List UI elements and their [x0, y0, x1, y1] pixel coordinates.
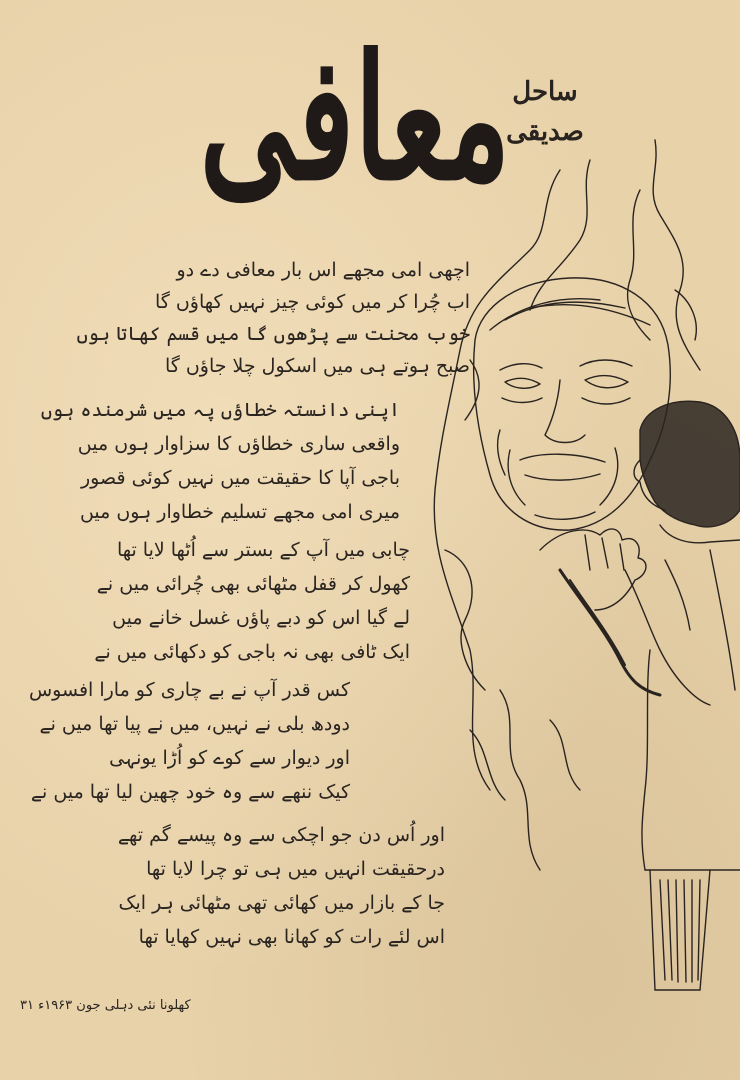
poem-line: درحقیقت انہیں میں ہی تو چرا لایا تھا: [146, 858, 445, 880]
poem-line: اور اُس دن جو اچکی سے وہ پیسے گم تھے: [117, 824, 445, 846]
page-footer: کھلونا نئی دہلی جون ۱۹۶۳ء ۳۱: [20, 998, 191, 1013]
poem-title: معافی: [199, 16, 511, 218]
poem-line: صبح ہوتے ہی میں اسکول چلا جاؤں گا: [164, 355, 470, 377]
poem-line: ایک ٹافی بھی نہ باجی کو دکھائی میں نے: [94, 641, 410, 663]
poem-line: کھول کر قفل مٹھائی بھی چُرائی میں نے: [96, 573, 410, 595]
poem-line: لے گیا اس کو دبے پاؤں غسل خانے میں: [112, 607, 410, 629]
poem-line: باجی آپا کا حقیقت میں نہیں کوئی قصور: [80, 467, 400, 489]
author-name: ساحل صدیقی: [506, 77, 584, 147]
poem-line: اور دیوار سے کوے کو اُڑا یونہی: [109, 747, 350, 769]
grandmother-and-child-drawing-icon: [410, 130, 740, 1000]
poem-line: میری امی مجھے تسلیم خطاوار ہوں میں: [79, 501, 400, 523]
poem-line: چابی میں آپ کے بستر سے اُٹھا لایا تھا: [116, 539, 410, 561]
poem-body: [30, 255, 470, 955]
poem-line: اچھی امی مجھے اس بار معافی دے دو: [176, 259, 470, 281]
poem-line: دودھ بلی نے نہیں، میں نے پیا تھا میں نے: [39, 713, 350, 735]
poem-line: واقعی ساری خطاؤں کا سزاوار ہوں میں: [77, 433, 400, 455]
poem-line: خوب محنت سے پڑھوں گا میں قسم کھاتا ہوں: [76, 323, 470, 345]
poem-line: کیک ننھے سے وہ خود چھین لیا تھا میں نے: [30, 781, 350, 803]
poem-line: کس قدر آپ نے بے چاری کو مارا افسوس: [28, 679, 350, 701]
poem-line: جا کے بازار میں کھائی تھی مٹھائی ہر ایک: [118, 892, 445, 914]
poem-line: اس لئے رات کو کھانا بھی نہیں کھایا تھا: [138, 926, 445, 948]
poem-line: اب چُرا کر میں کوئی چیز نہیں کھاؤں گا: [154, 291, 470, 313]
poem-line: اپنی دانستہ خطاؤں پہ میں شرمندہ ہوں: [40, 399, 400, 421]
